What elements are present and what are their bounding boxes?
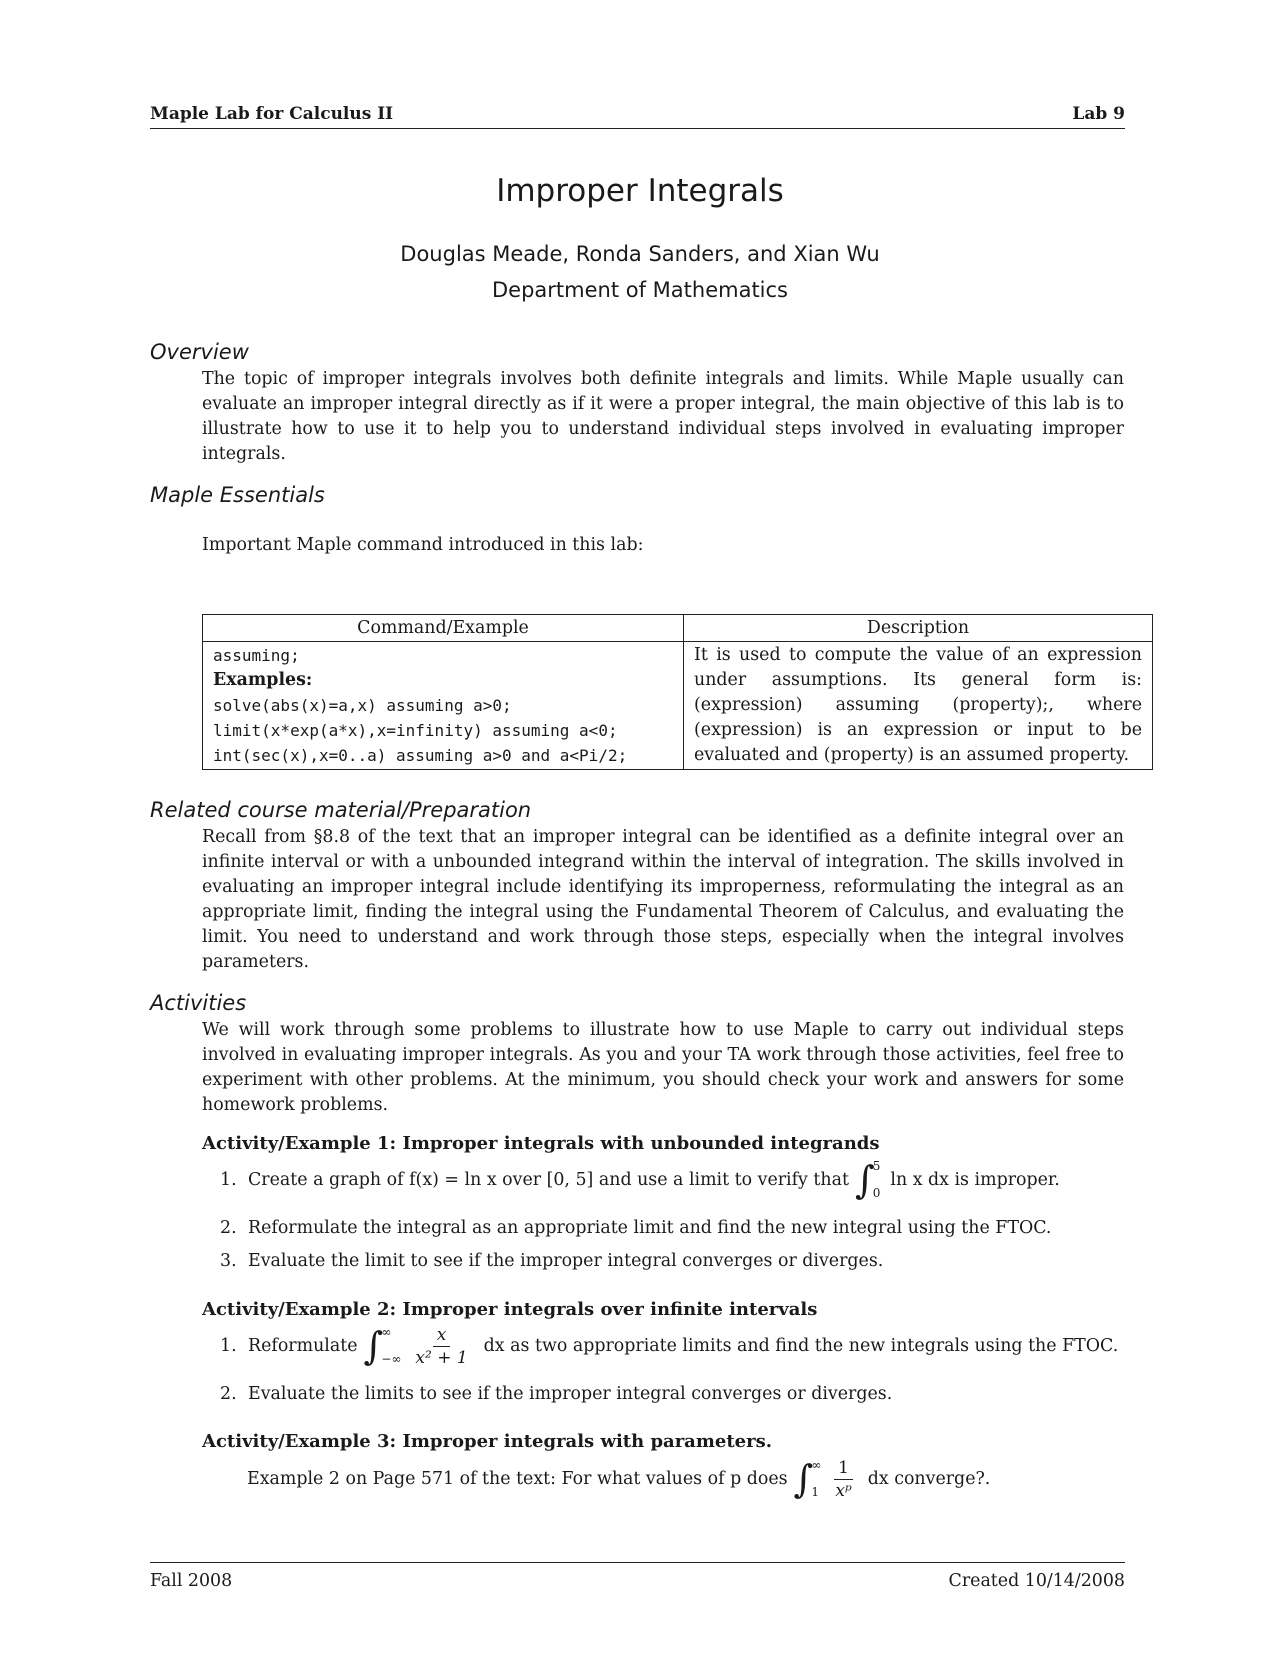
activity-3-heading: Activity/Example 3: Improper integrals with parameters. (202, 1431, 772, 1452)
activity-1-heading: Activity/Example 1: Improper integrals with unbounded integrands (202, 1133, 880, 1154)
activity-2-item-2: 2. Evaluate the limits to see if the improper integral converges or diverges. (220, 1382, 892, 1407)
lower-limit: 0 (872, 1186, 881, 1200)
lower-limit: −∞ (381, 1352, 402, 1366)
integral-sign: ∫ (793, 1457, 814, 1501)
activity-1-item-2: 2. Reformulate the integral as an appropriate limit and find the new integral using the FTOC. (220, 1216, 1051, 1241)
denominator: xᵖ (835, 1480, 852, 1501)
semester: Fall 2008 (150, 1571, 233, 1591)
command-cell (203, 642, 684, 770)
integral (855, 1154, 884, 1206)
activity-3-text (247, 1453, 990, 1505)
denominator: x² + 1 (415, 1347, 468, 1368)
activity-2-item-1: 1. Reformulate ∫ ∞ −∞ $\frac{x}{\text{x² + 1}}$ dx as two appropriate limits and find the new integrals using the FTOC. (220, 1320, 1118, 1372)
upper-limit: 5 (872, 1159, 881, 1173)
course-title: Maple Lab for Calculus II (150, 104, 394, 124)
page-footer (150, 1562, 1125, 1591)
command-table (202, 614, 1153, 770)
example-line: int(sec(x),x=0..a) assuming a>0 and a<Pi/2; (213, 746, 628, 765)
page-header (150, 104, 1125, 129)
lower-limit: 1 (811, 1485, 819, 1499)
item-text: Evaluate the limit to see if the improper integral converges or diverges. (248, 1251, 884, 1271)
integral (794, 1453, 862, 1505)
activity-1-item-1: 1. Create a graph of f(x) = ln x over [0, 5] and use a limit to verify that ∫ 5 0 ln x dx is improper. (220, 1154, 1060, 1206)
created-date: Created 10/14/2008 (948, 1571, 1125, 1591)
activities-text: We will work through some problems to illustrate how to use Maple to carry out individual steps involved in evaluating improper integrals. As you and your TA work through those activities, feel free to experiment with other problems. At the minimum, you should check your work and answers for some homework problems. (202, 1020, 1124, 1115)
item-text: Example 2 on Page 571 of the text: For what values of p does (247, 1468, 788, 1489)
item-text: dx as two appropriate limits and find the new integrals using the FTOC. (483, 1335, 1119, 1356)
author-block (0, 236, 1280, 308)
command-name: assuming; (213, 646, 300, 665)
upper-limit: ∞ (811, 1458, 822, 1472)
integral (364, 1320, 478, 1372)
description-cell: It is used to compute the value of an expression under assumptions. Its general form is: (expression) assuming (property);, where (expression) is an expression or input to be evaluated and (property) is an assumed property. (684, 642, 1153, 770)
activity-1-item-3: 3. Evaluate the limit to see if the improper integral converges or diverges. (220, 1249, 883, 1274)
essentials-heading: Maple Essentials (150, 483, 325, 507)
numerator: x (433, 1324, 451, 1347)
table-header-description: Description (684, 615, 1153, 642)
item-text: dx converge?. (867, 1468, 991, 1489)
overview-heading: Overview (150, 340, 249, 364)
upper-limit: ∞ (381, 1325, 392, 1339)
related-heading: Related course material/Preparation (150, 798, 532, 822)
integral-sign: ∫ (363, 1324, 384, 1368)
activity-2-heading: Activity/Example 2: Improper integrals over infinite intervals (202, 1299, 818, 1320)
item-text: ln x dx is improper. (890, 1169, 1060, 1190)
integral-sign: ∫ (854, 1158, 875, 1202)
item-text: Create a graph of f(x) = ln x over [0, 5] and use a limit to verify that (248, 1169, 849, 1190)
fraction (831, 1457, 855, 1502)
authors: Douglas Meade, Ronda Sanders, and Xian Wu (400, 242, 880, 266)
document-title: Improper Integrals (496, 173, 784, 209)
examples-label: Examples: (213, 670, 313, 690)
table-header-command: Command/Example (203, 615, 684, 642)
numerator: 1 (834, 1457, 853, 1480)
overview-text: The topic of improper integrals involves both definite integrals and limits. While Maple usually can evaluate an improper integral directly as if it were a proper integral, the main objective of this lab is to illustrate how to use it to help you to understand individual steps involved in evaluating improper integrals. (202, 369, 1124, 464)
related-text: Recall from §8.8 of the text that an improper integral can be identified as a definite integral over an infinite interval or with a unbounded integrand within the interval of integration. The skills involved in evaluating an improper integral include identifying its improperness, reformulating the integral as an appropriate limit, finding the integral using the Fundamental Theorem of Calculus, and evaluating the limit. You need to understand and work through those steps, especially when the integral involves parameters. (202, 827, 1124, 972)
department: Department of Mathematics (492, 278, 788, 302)
example-line: limit(x*exp(a*x),x=infinity) assuming a<0; (213, 721, 618, 740)
activities-heading: Activities (150, 991, 247, 1015)
item-text: Reformulate (248, 1335, 358, 1356)
lab-number: Lab 9 (1072, 104, 1125, 124)
item-text: Evaluate the limits to see if the improper integral converges or diverges. (248, 1384, 893, 1404)
item-text: Reformulate the integral as an appropriate limit and find the new integral using the FTOC. (248, 1218, 1052, 1238)
essentials-intro: Important Maple command introduced in this lab: (202, 535, 644, 555)
example-line: solve(abs(x)=a,x) assuming a>0; (213, 696, 512, 715)
fraction (411, 1324, 471, 1369)
